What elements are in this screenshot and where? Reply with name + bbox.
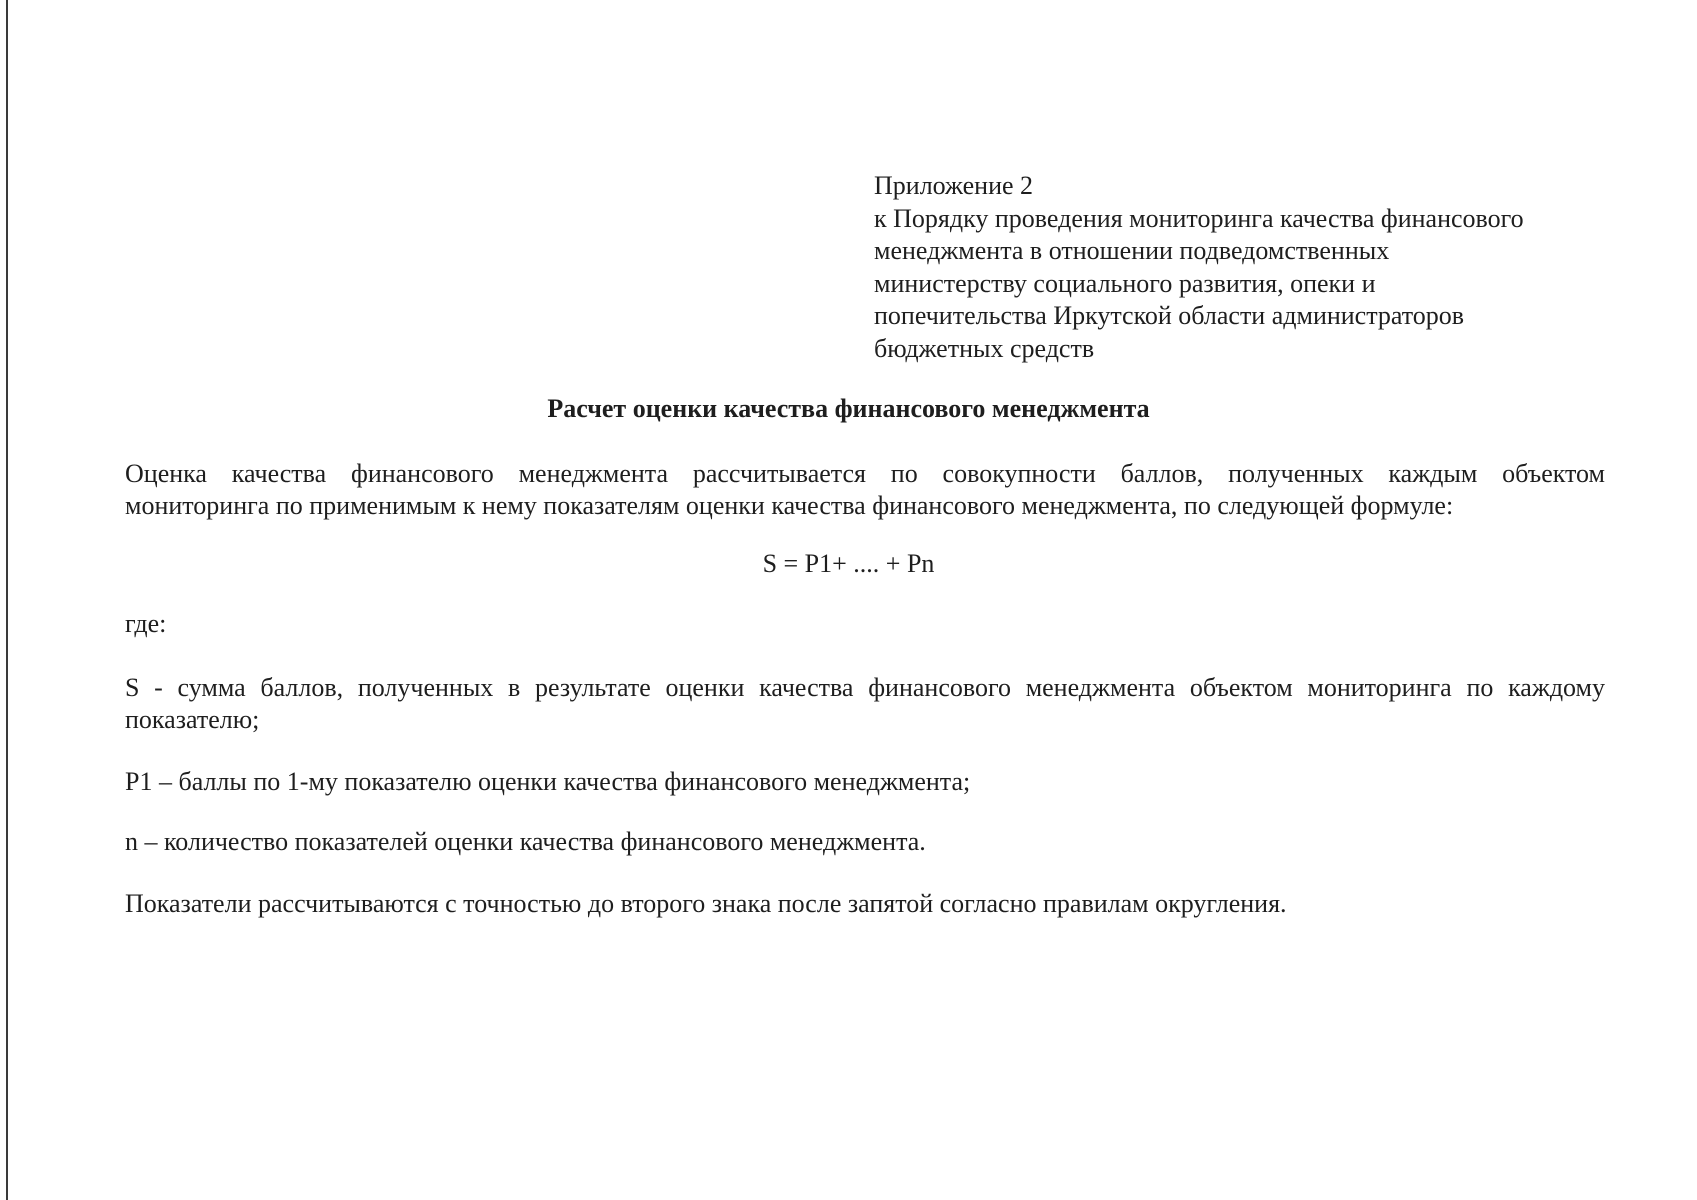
annex-line: Приложение 2 bbox=[874, 171, 1034, 200]
definition-n: n – количество показателей оценки качества финансового менеджмента. bbox=[125, 827, 926, 856]
page-left-edge-line bbox=[6, 0, 8, 1200]
formula: S = P1+ .... + Pn bbox=[762, 549, 935, 578]
annex-line: попечительства Иркутской области администраторов bbox=[874, 301, 1465, 330]
annex-line: министерству социального развития, опеки и bbox=[874, 268, 1376, 298]
annex-line: менеджмента в отношении подведомственных bbox=[874, 236, 1390, 265]
definition-s-line-1: S - сумма баллов, полученных в результате оценки качества финансового менеджмента объектом мониторинга по каждому bbox=[125, 673, 1605, 702]
annex-line: к Порядку проведения мониторинга качества финансового bbox=[874, 203, 1524, 233]
intro-paragraph bbox=[125, 458, 1605, 522]
definition-s-line-2: показателю; bbox=[125, 705, 260, 734]
annex-header bbox=[874, 170, 1634, 365]
intro-line-1: Оценка качества финансового менеджмента рассчитывается по совокупности баллов, полученных каждым объектом bbox=[125, 459, 1605, 488]
annex-line: бюджетных средств bbox=[874, 333, 1095, 363]
where-label: где: bbox=[125, 609, 167, 638]
document-title: Расчет оценки качества финансового менеджмента bbox=[547, 394, 1150, 423]
definition-p1: P1 – баллы по 1-му показателю оценки качества финансового менеджмента; bbox=[125, 767, 971, 796]
rounding-note: Показатели рассчитываются с точностью до второго знака после запятой согласно правилам округления. bbox=[125, 889, 1287, 918]
definition-s bbox=[125, 672, 1605, 736]
intro-line-2: мониторинга по применимым к нему показателям оценки качества финансового менеджмента, по следующей формуле: bbox=[125, 491, 1454, 520]
